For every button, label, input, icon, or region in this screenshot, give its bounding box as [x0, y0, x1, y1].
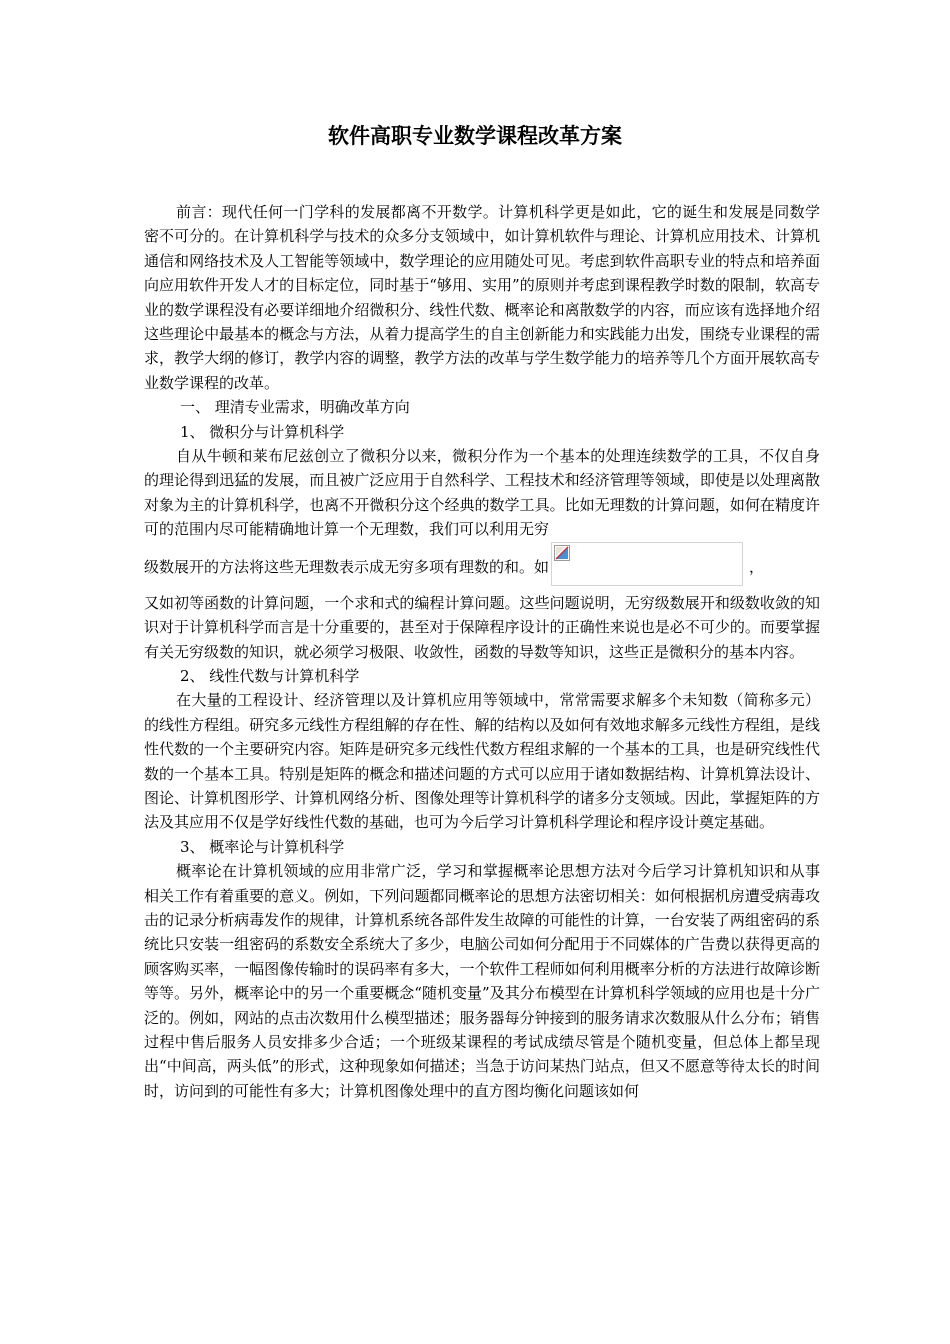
document-title: 软件高职专业数学课程改革方案: [328, 124, 622, 148]
document-body: [144, 200, 820, 1103]
subsection-1-formula-lead-text: 级数展开的方法将这些无理数表示成无穷多项有理数的和。如: [144, 557, 550, 576]
subsection-1-formula-comma: ，: [749, 557, 765, 576]
formula-image-placeholder: [551, 542, 743, 586]
subsection-1-paragraph-a: 自从牛顿和莱布尼兹创立了微积分以来，微积分作为一个基本的处理连续数学的工具，不仅自身的理论得到迅猛的发展，而且被广泛应用于自然科学、工程技术和经济管理等领域，即使是以处理离散对象为主的计算机科学，也离不开微积分这个经典的数学工具。比如无理数的计算问题，如何在精度许可的范围内尽可能精确地计算一个无理数，我们可以利用无穷: [144, 447, 820, 539]
subsection-1-formula-line: [144, 542, 820, 591]
subsection-1-paragraph-b: 又如初等函数的计算问题，一个求和式的编程计算问题。这些问题说明，无穷级数展开和级数收敛的知识对于计算机科学而言是十分重要的，甚至对于保障程序设计的正确性来说也是必不可少的。而要掌握有关无穷级数的知识，就必须学习极限、收敛性，函数的导数等知识，这些正是微积分的基本内容。: [144, 593, 820, 661]
subsection-2-heading: 2、 线性代数与计算机科学: [180, 666, 360, 685]
section-1-heading: 一、 理清专业需求，明确改革方向: [180, 398, 410, 417]
subsection-2-paragraph: 在大量的工程设计、经济管理以及计算机应用等领域中，常常需要求解多个未知数（简称多元）的线性方程组。研究多元线性方程组解的存在性、解的结构以及如何有效地求解多元线性方程组，是线性代数的一个主要研究内容。矩阵是研究多元线性代数方程组求解的一个基本的工具，也是研究线性代数的一个基本工具。特别是矩阵的概念和描述问题的方式可以应用于诸如数据结构、计算机算法设计、图论、计算机图形学、计算机网络分析、图像处理等计算机科学的诸多分支领域。因此，掌握矩阵的方法及其应用不仅是学好线性代数的基础，也可为今后学习计算机科学理论和程序设计奠定基础。: [144, 691, 820, 832]
subsection-3-paragraph: 概率论在计算机领域的应用非常广泛，学习和掌握概率论思想方法对今后学习计算机知识和从事相关工作有着重要的意义。例如，下列问题都同概率论的思想方法密切相关：如何根据机房遭受病毒攻击的记录分析病毒发作的规律，计算机系统各部件发生故障的可能性的计算，一台安装了两组密码的系统比只安装一组密码的系数安全系统大了多少，电脑公司如何分配用于不同媒体的广告费以获得更高的顾客购买率，一幅图像传输时的误码率有多大，一个软件工程师如何利用概率分析的方法进行故障诊断等等。另外，概率论中的另一个重要概念“随机变量”及其分布模型在计算机科学领域的应用也是十分广泛的。例如，网站的点击次数用什么模型描述；服务器每分钟接到的服务请求次数服从什么分布；销售过程中售后服务人员安排多少合适；一个班级某课程的考试成绩尽管是个随机变量，但总体上都呈现出“中间高，两头低”的形式，这种现象如何描述；当急于访问某热门站点，但又不愿意等待太长的时间时，访问到的可能性有多大；计算机图像处理中的直方图均衡化问题该如何: [144, 862, 820, 1100]
subsection-3-heading: 3、 概率论与计算机科学: [180, 837, 345, 856]
broken-image-icon: [554, 545, 570, 561]
preface-paragraph: 前言：现代任何一门学科的发展都离不开数学。计算机科学更是如此，它的诞生和发展是同数学密不可分的。在计算机科学与技术的众多分支领域中，如计算机软件与理论、计算机应用技术、计算机通信和网络技术及人工智能等领域中，数学理论的应用随处可见。考虑到软件高职专业的特点和培养面向应用软件开发人才的目标定位，同时基于“够用、实用”的原则并考虑到课程教学时数的限制，软高专业的数学课程没有必要详细地介绍微积分、线性代数、概率论和离散数学的内容，而应该有选择地介绍这些理论中最基本的概念与方法，从着力提高学生的自主创新能力和实践能力出发，围绕专业课程的需求，教学大纲的修订，教学内容的调整，教学方法的改革与学生数学能力的培养等几个方面开展软高专业数学课程的改革。: [144, 203, 820, 392]
subsection-1-heading: 1、 微积分与计算机科学: [180, 422, 345, 441]
